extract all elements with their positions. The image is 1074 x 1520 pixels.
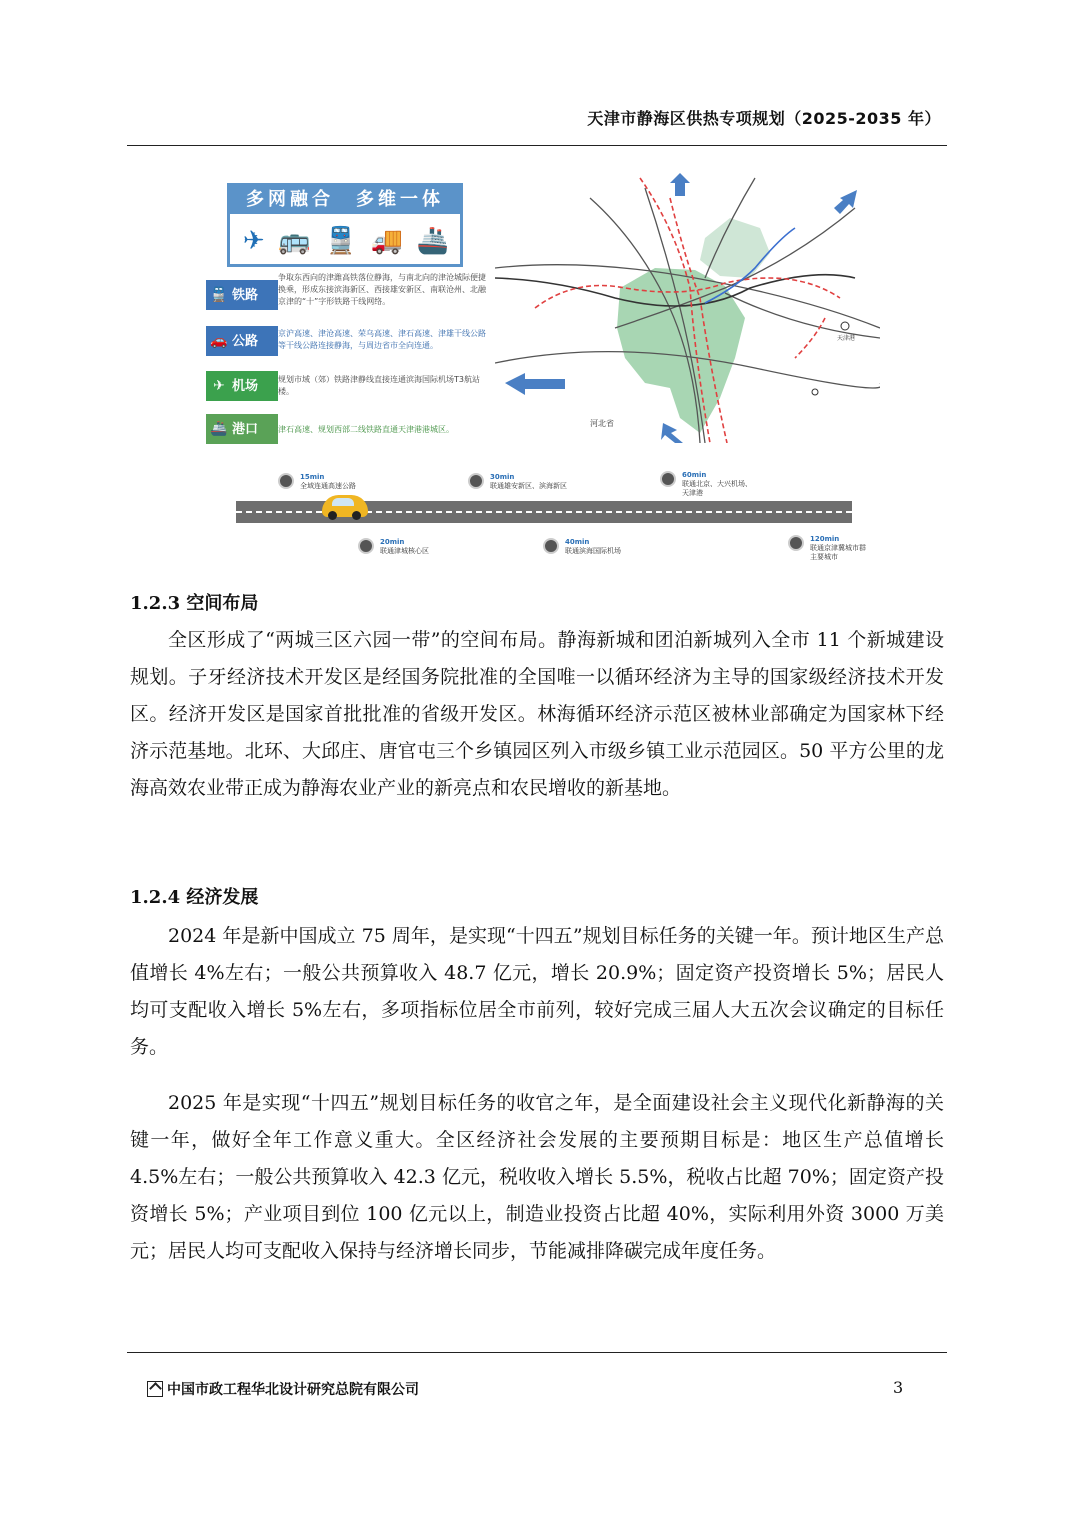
wheel-icon xyxy=(788,535,804,551)
bus-icon: 🚌 xyxy=(278,226,311,256)
figure-banner-box xyxy=(227,183,463,267)
paragraph-spatial-layout: 全区形成了“两城三区六园一带”的空间布局。静海新城和团泊新城列入全市 11 个新城建设规划。子牙经济技术开发区是经国务院批准的全国唯一以循环经济为主导的国家级经济技术开发区。经济开发区是国家首批批准的省级开发区。林海循环经济示范区被林业部确定为国家林下经济示范基地。北环、大邱庄、唐官屯三个乡镇园区列入市级乡镇工业示范园区。50 平方公里的龙海高效农业带正成为静海农业产业的新亮点和农民增收的新基地。 xyxy=(130,629,944,799)
mode-desc-road: 京沪高速、津沧高速、荣乌高速、津石高速、津雄干线公路等干线公路连接静海，与周边省市全向连通。 xyxy=(278,329,486,350)
truck-icon: 🚚 xyxy=(370,226,403,256)
travel-time-road-graphic xyxy=(200,463,880,573)
wheel-icon xyxy=(543,538,559,554)
ship-icon: 🚢 xyxy=(416,226,450,256)
mode-badge-airport: ✈ 机场 xyxy=(206,371,278,401)
map-label-tianjin-port: 天津港 xyxy=(837,335,856,342)
section-heading-spatial-layout: 1.2.3 空间布局 xyxy=(130,593,259,614)
train-icon: 🚆 xyxy=(324,226,357,256)
map-label-shijiazhuang: 石家庄 xyxy=(500,392,521,400)
figure-banner-title: 多网融合 多维一体 xyxy=(230,186,460,214)
travel-stop-60min: 60min 联通北京、大兴机场、天津港 xyxy=(682,471,752,498)
paragraph-economy-2024: 2024 年是新中国成立 75 周年，是实现“十四五”规划目标任务的关键一年。预计地区生产总值增长 4%左右；一般公共预算收入 48.7 亿元，增长 20.9%；固定资产投资增长 5%；居民人均可支配收入增长 5%左右，多项指标位居全市前列，较好完成三届人大五次会议确定的目标任务。 xyxy=(130,925,944,1058)
travel-stop-15min: 15min 全域连通高速公路 xyxy=(300,473,356,491)
ship-icon: 🚢 xyxy=(210,421,228,437)
footer-company xyxy=(147,1379,419,1399)
plane-icon: ✈ xyxy=(213,378,225,394)
wheel-icon xyxy=(278,473,294,489)
mode-desc-airport: 规划市域（郊）铁路津静线直接连通滨海国际机场T3航站楼。 xyxy=(278,375,480,396)
company-logo-icon xyxy=(147,1381,163,1397)
footer-rule xyxy=(127,1352,947,1353)
footer-company-name: 中国市政工程华北设计研究总院有限公司 xyxy=(167,1382,419,1398)
cangzhou-arrow-icon xyxy=(661,423,683,443)
mode-badge-road: 🚗 公路 xyxy=(206,326,278,356)
map-label-hebei: 河北省 xyxy=(590,419,614,428)
travel-stop-120min: 120min 联通京津冀城市群主要城市 xyxy=(810,535,870,562)
tianjin-port-icon xyxy=(841,322,849,330)
tianjin-core-area xyxy=(700,218,770,278)
mode-desc-rail: 争取东西向的津潍高铁落位静海，与南北向的津沧城际便捷换乘，形成东接滨海新区、西接雄安新区、南联沧州、北融京津的“十”字形铁路干线网络。 xyxy=(278,273,486,306)
mode-badge-rail: 🚆 铁路 xyxy=(206,280,278,310)
mode-desc-port: 津石高速、规划西部二线铁路直通天津港港城区。 xyxy=(278,425,454,434)
train-icon: 🚆 xyxy=(210,287,228,303)
regional-map xyxy=(495,168,880,443)
mode-badge-port: 🚢 港口 xyxy=(206,414,278,444)
car-icon xyxy=(322,495,368,517)
paragraph-economy-2025: 2025 年是实现“十四五”规划目标任务的收官之年，是全面建设社会主义现代化新静海的关键一年，做好全年工作意义重大。全区经济社会发展的主要预期目标是：地区生产总值增长 4.5%左右；一般公共预算收入 42.3 亿元，税收收入增长 5.5%，税收占比超 70%；固定资产投资增长 5%；产业项目到位 100 亿元以上，制造业投资占比超 40%，实际利用外资 3000 万美元；居民人均可支配收入保持与经济增长同步，节能减排降碳完成年度任务。 xyxy=(130,1092,944,1262)
wheel-icon xyxy=(468,473,484,489)
northeast-arrow-icon xyxy=(834,190,857,214)
header-rule xyxy=(127,145,947,146)
travel-stop-20min: 20min 联通津城核心区 xyxy=(380,538,429,556)
page-number: 3 xyxy=(893,1378,904,1397)
wheel-icon xyxy=(358,538,374,554)
beijing-arrow-icon xyxy=(670,173,690,196)
travel-stop-40min: 40min 联通滨海国际机场 xyxy=(565,538,621,556)
section-heading-economic-development: 1.2.4 经济发展 xyxy=(130,887,259,908)
document-header-title: 天津市静海区供热专项规划（2025-2035 年） xyxy=(587,109,941,128)
travel-stop-30min: 30min 联通雄安新区、滨海新区 xyxy=(490,473,567,491)
car-icon: 🚗 xyxy=(210,333,228,349)
wheel-icon xyxy=(660,471,676,487)
airport-marker-icon xyxy=(812,389,818,395)
mode-icon-row xyxy=(236,222,456,260)
transport-figure xyxy=(200,168,880,568)
plane-icon: ✈ xyxy=(242,226,265,256)
